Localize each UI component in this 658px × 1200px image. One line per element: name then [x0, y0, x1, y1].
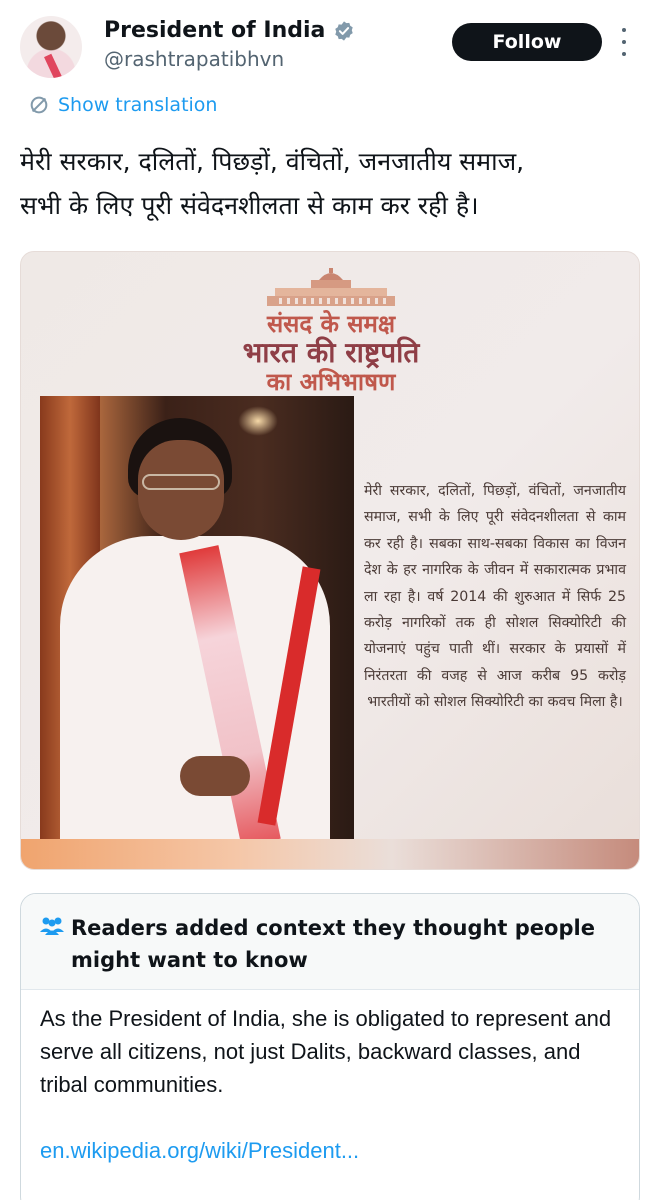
- more-options-icon[interactable]: [618, 28, 630, 56]
- show-translation-row[interactable]: [28, 94, 217, 116]
- media-title-line: संसद के समक्ष: [266, 310, 396, 338]
- president-portrait: [40, 396, 354, 842]
- tweet-text-line: मेरी सरकार, दलितों, पिछड़ों, वंचितों, जनजातीय समाज,: [20, 147, 525, 176]
- community-note-title: Readers added context they thought people might want to know: [71, 916, 595, 972]
- people-icon: [39, 916, 65, 936]
- community-note-card: [20, 893, 640, 1200]
- rashtrapati-bhavan-icon: [267, 268, 395, 308]
- author-block: [104, 18, 355, 71]
- translate-icon: [28, 94, 50, 116]
- avatar[interactable]: [20, 16, 82, 78]
- tweet-text: [20, 140, 640, 228]
- verified-badge-icon: [333, 20, 355, 42]
- display-name[interactable]: President of India: [104, 18, 326, 43]
- media-title-line: भारत की राष्ट्रपति: [242, 336, 420, 369]
- tweet-header: [20, 16, 640, 80]
- user-handle[interactable]: @rashtrapatibhvn: [104, 47, 285, 71]
- media-title-line: का अभिभाषण: [266, 368, 396, 396]
- tweet-media-image[interactable]: [20, 251, 640, 870]
- show-translation-link[interactable]: Show translation: [58, 94, 218, 116]
- avatar-sash: [44, 54, 64, 78]
- speech-excerpt: मेरी सरकार, दलितों, पिछड़ों, वंचितों, जनजातीय समाज, सभी के लिए पूरी संवेदनशीलता से काम कर रही है। सबका साथ-सबका विकास का विजन देश के हर नागरिक के जीवन में सकारात्मक प्रभाव ला रहा है। वर्ष 2014 की शुरुआत में सिर्फ 25 करोड़ नागरिकों तक ही सोशल सिक्योरिटी की योजनाएं पहुंच पाती थीं। सरकार के प्रयासों में निरंतरता की वजह से आज करीब 95 करोड़ भारतीयों को सोशल सिक्योरिटी का कवच मिला है।: [364, 483, 626, 711]
- tweet-text-line: सभी के लिए पूरी संवेदनशीलता से काम कर रही है।: [20, 191, 479, 220]
- community-note-source-link[interactable]: en.wikipedia.org/wiki/President...: [40, 1138, 360, 1163]
- community-note-header: [21, 894, 639, 990]
- media-title: [181, 310, 481, 396]
- follow-button[interactable]: Follow: [452, 23, 602, 61]
- community-note-body: As the President of India, she is obligated to represent and serve all citizens, not just Dalits, backward classes, and tribal communities.: [40, 1006, 612, 1097]
- name-row: [104, 18, 355, 43]
- media-bottom-band: [21, 839, 639, 869]
